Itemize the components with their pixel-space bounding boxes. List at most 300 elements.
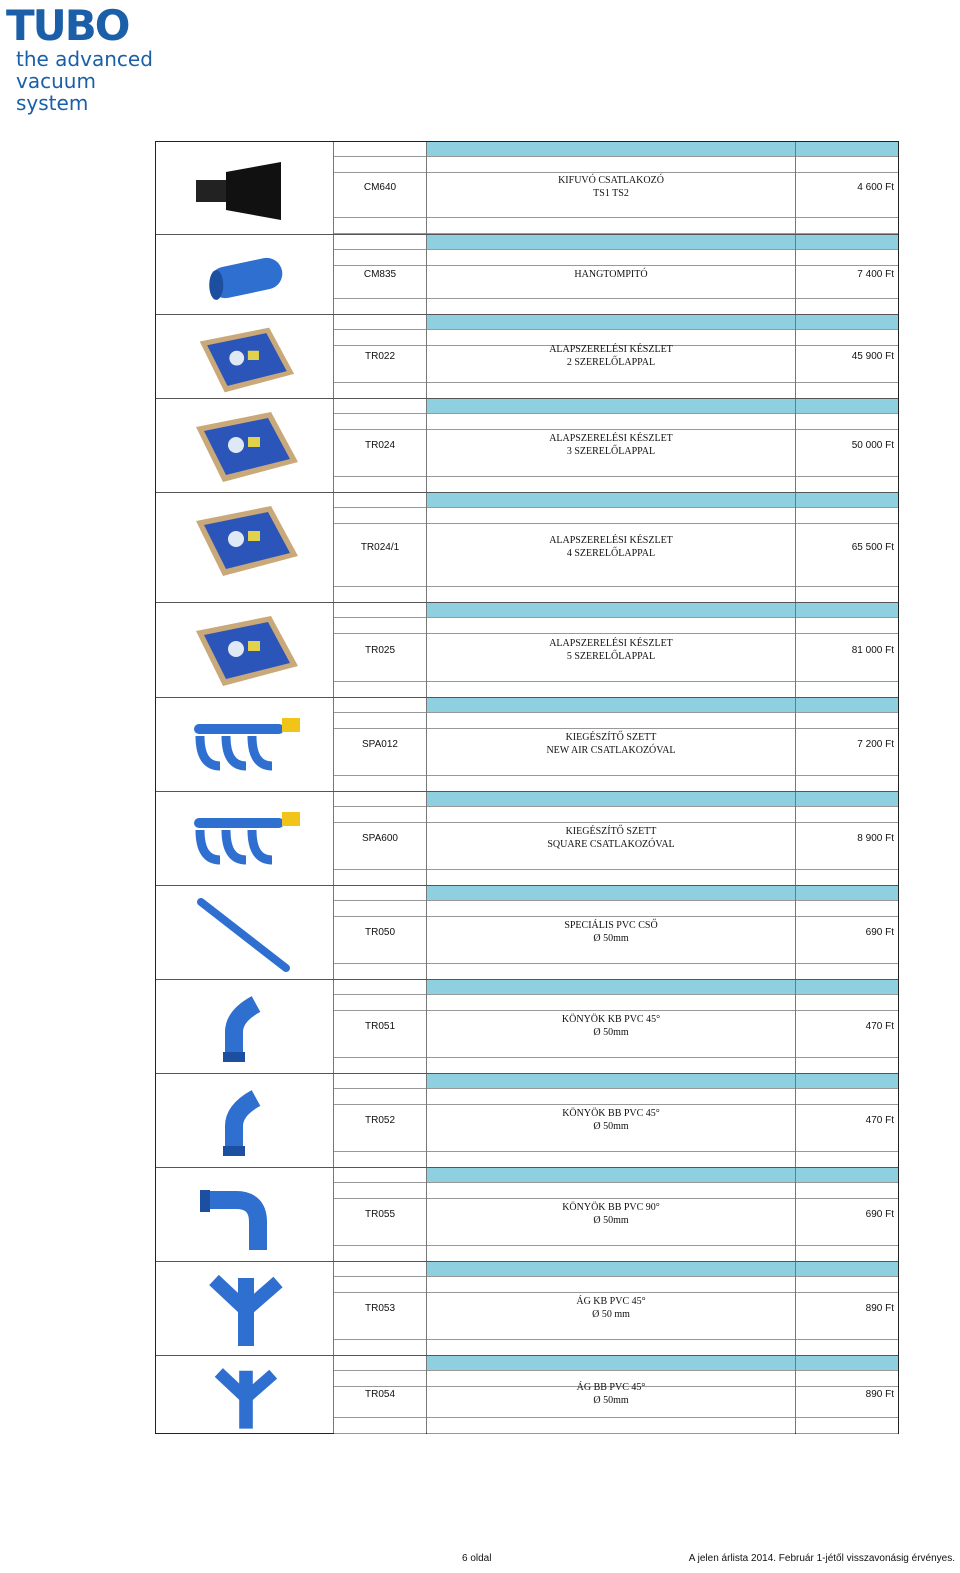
row-band: [427, 1168, 795, 1183]
row-band: [334, 493, 426, 508]
product-name-cell: [427, 603, 796, 697]
row-band: [334, 760, 426, 776]
product-name-line-1: KÖNYÖK BB PVC 90°: [562, 1202, 660, 1213]
product-code-cell: [334, 1168, 427, 1261]
row-band: [334, 1152, 426, 1168]
product-price-cell: [796, 493, 898, 602]
y-branch-icon: [186, 1364, 306, 1437]
page-number: 6 oldal: [462, 1553, 492, 1564]
product-name-line-2: Ø 50 mm: [592, 1309, 630, 1320]
row-band: [334, 1372, 426, 1387]
row-band: [796, 870, 898, 886]
tubo-logo: [6, 1, 166, 115]
row-band: [334, 619, 426, 634]
product-price: 470 Ft: [865, 1115, 894, 1126]
product-image-cell: [156, 1168, 334, 1261]
product-code-cell: [334, 399, 427, 492]
table-row: [156, 1355, 898, 1433]
row-band: [334, 1262, 426, 1277]
product-code: TR024/1: [360, 542, 400, 553]
product-name-line-2: TS1 TS2: [593, 188, 629, 199]
row-band: [427, 1246, 795, 1262]
product-name-line-2: 3 SZERELŐLAPPAL: [566, 446, 656, 457]
row-band: [796, 202, 898, 218]
row-band: [427, 854, 795, 870]
row-band: [334, 714, 426, 729]
row-band: [796, 251, 898, 266]
product-name-line-1: ÁG BB PVC 45°: [576, 1382, 646, 1393]
row-band: [427, 980, 795, 995]
row-band: [796, 218, 898, 234]
row-band: [334, 698, 426, 713]
row-band: [334, 1324, 426, 1340]
nozzle-icon: [186, 150, 306, 235]
row-band: [796, 948, 898, 964]
row-band: [427, 1074, 795, 1089]
row-band: [796, 509, 898, 524]
product-code: TR050: [364, 927, 395, 938]
row-band: [334, 461, 426, 477]
row-band: [427, 315, 795, 330]
row-band: [796, 698, 898, 713]
row-band: [427, 235, 795, 250]
row-band: [427, 142, 795, 157]
product-name-cell: [427, 315, 796, 398]
row-band: [334, 415, 426, 430]
product-name: [427, 534, 795, 560]
row-band: [796, 714, 898, 729]
product-code-cell: [334, 1356, 427, 1433]
product-name: [427, 1013, 795, 1039]
row-band: [796, 477, 898, 493]
product-image-cell: [156, 698, 334, 791]
row-band: [427, 1090, 795, 1105]
product-code: TR055: [364, 1209, 395, 1220]
product-name-line-1: ALAPSZERELÉSI KÉSZLET: [549, 637, 673, 649]
row-band: [334, 682, 426, 698]
product-name-cell: [427, 1262, 796, 1355]
row-band: [427, 477, 795, 493]
row-band: [334, 603, 426, 618]
row-band: [427, 461, 795, 477]
y-branch-icon: [186, 1270, 306, 1355]
row-band: [334, 1168, 426, 1183]
product-price-cell: [796, 315, 898, 398]
row-band: [796, 964, 898, 980]
product-code-cell: [334, 142, 427, 234]
table-row: [156, 1167, 898, 1261]
row-band: [427, 619, 795, 634]
product-price-cell: [796, 1074, 898, 1167]
product-image-cell: [156, 980, 334, 1073]
product-name: [427, 919, 795, 945]
product-name-line-1: ÁG KB PVC 45°: [576, 1296, 646, 1307]
row-band: [334, 399, 426, 414]
row-band: [334, 218, 426, 234]
table-row: [156, 234, 898, 314]
product-image-cell: [156, 886, 334, 979]
product-image-cell: [156, 1262, 334, 1355]
logo-tagline-2: vacuum system: [16, 69, 96, 115]
row-band: [334, 1402, 426, 1418]
row-band: [427, 792, 795, 807]
product-name-line-2: 4 SZERELŐLAPPAL: [566, 548, 656, 559]
product-code: SPA600: [362, 833, 398, 844]
product-name-cell: [427, 792, 796, 885]
row-band: [427, 158, 795, 173]
row-band: [427, 1042, 795, 1058]
product-image-cell: [156, 142, 334, 234]
product-code: TR052: [364, 1115, 395, 1126]
row-band: [427, 509, 795, 524]
product-name-line-1: KÖNYÖK KB PVC 45°: [561, 1014, 661, 1025]
row-band: [796, 666, 898, 682]
product-name-line-1: ALAPSZERELÉSI KÉSZLET: [549, 344, 673, 355]
product-price-cell: [796, 603, 898, 697]
row-band: [334, 251, 426, 266]
table-row: [156, 142, 898, 234]
row-band: [796, 1168, 898, 1183]
price-list-table: [155, 141, 899, 1434]
logo-tagline-1: the advanced: [16, 47, 153, 71]
row-band: [427, 996, 795, 1011]
row-band: [796, 299, 898, 315]
row-band: [427, 1152, 795, 1168]
product-price: 4 600 Ft: [857, 182, 894, 193]
product-code: TR054: [364, 1389, 395, 1400]
kit-box-icon: [186, 501, 306, 586]
row-band: [334, 808, 426, 823]
row-band: [334, 571, 426, 587]
row-band: [796, 367, 898, 383]
table-row: [156, 885, 898, 979]
row-band: [796, 571, 898, 587]
row-band: [796, 399, 898, 414]
kit-box-icon: [186, 407, 306, 492]
product-image-cell: [156, 493, 334, 602]
product-code: SPA012: [362, 739, 398, 750]
product-code: CM640: [363, 182, 397, 193]
product-name-line-2: Ø 50mm: [593, 1215, 629, 1226]
row-band: [427, 1278, 795, 1293]
row-band: [427, 948, 795, 964]
row-band: [796, 142, 898, 157]
product-price-cell: [796, 142, 898, 234]
product-name: [427, 1201, 795, 1227]
row-band: [796, 1402, 898, 1418]
product-price: 45 900 Ft: [851, 351, 894, 362]
product-name-cell: [427, 698, 796, 791]
row-band: [334, 1090, 426, 1105]
row-band: [427, 603, 795, 618]
row-band: [334, 964, 426, 980]
product-name-line-2: Ø 50mm: [593, 1027, 629, 1038]
product-name: [427, 343, 795, 369]
row-band: [427, 902, 795, 917]
row-band: [796, 792, 898, 807]
row-band: [796, 493, 898, 508]
row-band: [796, 1340, 898, 1356]
row-band: [334, 886, 426, 901]
row-band: [334, 1418, 426, 1434]
row-band: [796, 1418, 898, 1434]
row-band: [796, 1262, 898, 1277]
muffler-icon: [186, 243, 306, 318]
product-name-cell: [427, 493, 796, 602]
row-band: [796, 1246, 898, 1262]
row-band: [334, 1074, 426, 1089]
row-band: [427, 493, 795, 508]
row-band: [334, 1246, 426, 1262]
row-band: [796, 619, 898, 634]
product-name-line-2: SQUARE CSATLAKOZÓVAL: [547, 839, 675, 850]
row-band: [796, 886, 898, 901]
table-row: [156, 398, 898, 492]
product-name-line-2: Ø 50mm: [593, 933, 629, 944]
logo-brand: TUBO: [6, 1, 129, 50]
row-band: [334, 367, 426, 383]
product-price-cell: [796, 1356, 898, 1433]
product-name-line-2: 5 SZERELŐLAPPAL: [566, 650, 656, 662]
row-band: [796, 158, 898, 173]
row-band: [796, 808, 898, 823]
product-code-cell: [334, 1074, 427, 1167]
table-row: [156, 791, 898, 885]
row-band: [334, 854, 426, 870]
row-band: [796, 996, 898, 1011]
table-row: [156, 979, 898, 1073]
product-name-line-1: KÖNYÖK BB PVC 45°: [562, 1108, 660, 1119]
row-band: [334, 996, 426, 1011]
row-band: [334, 299, 426, 315]
row-band: [334, 158, 426, 173]
product-name: [427, 432, 795, 458]
product-price-cell: [796, 698, 898, 791]
row-band: [334, 1136, 426, 1152]
row-band: [334, 587, 426, 603]
product-name: [427, 1381, 795, 1407]
product-price-cell: [796, 886, 898, 979]
row-band: [796, 1152, 898, 1168]
row-band: [427, 1340, 795, 1356]
kit-box-icon: [186, 323, 306, 402]
row-band: [427, 251, 795, 266]
row-band: [796, 331, 898, 346]
row-band: [796, 415, 898, 430]
row-band: [427, 1230, 795, 1246]
product-name-line-2: NEW AIR CSATLAKOZÓVAL: [546, 745, 676, 756]
product-name-cell: [427, 1168, 796, 1261]
row-band: [427, 571, 795, 587]
product-image-cell: [156, 1356, 334, 1433]
row-band: [427, 666, 795, 682]
product-name-line-1: KIFUVÓ CSATLAKOZÓ: [558, 175, 664, 186]
row-band: [796, 902, 898, 917]
product-price: 890 Ft: [865, 1303, 894, 1314]
table-row: [156, 492, 898, 602]
row-band: [334, 202, 426, 218]
product-price-cell: [796, 235, 898, 314]
validity-note: A jelen árlista 2014. Február 1-jétől visszavonásig érvényes.: [688, 1553, 955, 1564]
product-name: [427, 825, 795, 851]
product-price: 690 Ft: [865, 927, 894, 938]
product-name-cell: [427, 142, 796, 234]
row-band: [334, 1356, 426, 1371]
product-code: CM835: [363, 269, 397, 280]
row-band: [334, 331, 426, 346]
table-row: [156, 314, 898, 398]
product-price-cell: [796, 1262, 898, 1355]
row-band: [334, 283, 426, 299]
row-band: [427, 964, 795, 980]
row-band: [427, 808, 795, 823]
row-band: [427, 1356, 795, 1371]
product-image-cell: [156, 399, 334, 492]
row-band: [427, 870, 795, 886]
product-name-line-1: SPECIÁLIS PVC CSŐ: [564, 920, 658, 931]
row-band: [427, 776, 795, 792]
row-band: [796, 1278, 898, 1293]
product-name-line-1: KIEGÉSZÍTŐ SZETT: [565, 732, 657, 743]
row-band: [796, 283, 898, 299]
product-name: [427, 1107, 795, 1133]
product-name-line-1: ALAPSZERELÉSI KÉSZLET: [549, 535, 673, 546]
product-name-cell: [427, 1074, 796, 1167]
kit-box-icon: [186, 611, 306, 696]
product-price: 7 200 Ft: [857, 739, 894, 750]
fittings-set-icon: [186, 800, 306, 885]
row-band: [334, 315, 426, 330]
row-band: [427, 682, 795, 698]
row-band: [334, 1230, 426, 1246]
row-band: [427, 415, 795, 430]
row-band: [796, 235, 898, 250]
product-price-cell: [796, 980, 898, 1073]
product-code: TR051: [364, 1021, 395, 1032]
product-name: [427, 731, 795, 757]
row-band: [334, 1278, 426, 1293]
row-band: [796, 1058, 898, 1074]
row-band: [334, 1184, 426, 1199]
row-band: [427, 714, 795, 729]
product-image-cell: [156, 235, 334, 314]
product-price-cell: [796, 792, 898, 885]
row-band: [334, 383, 426, 399]
row-band: [334, 509, 426, 524]
product-name: [427, 174, 795, 200]
product-code-cell: [334, 698, 427, 791]
product-price: 8 900 Ft: [857, 833, 894, 844]
row-band: [427, 383, 795, 399]
product-image-cell: [156, 792, 334, 885]
row-band: [796, 980, 898, 995]
product-price: 50 000 Ft: [851, 440, 894, 451]
product-price: 470 Ft: [865, 1021, 894, 1032]
row-band: [427, 1262, 795, 1277]
product-code: TR053: [364, 1303, 395, 1314]
row-band: [427, 367, 795, 383]
row-band: [427, 587, 795, 603]
row-band: [796, 854, 898, 870]
row-band: [796, 603, 898, 618]
row-band: [334, 870, 426, 886]
product-code-cell: [334, 886, 427, 979]
product-price: 65 500 Ft: [851, 542, 894, 553]
product-name-cell: [427, 235, 796, 314]
row-band: [334, 1058, 426, 1074]
product-price: 81 000 Ft: [851, 644, 894, 656]
row-band: [427, 1184, 795, 1199]
table-row: [156, 1073, 898, 1167]
row-band: [796, 587, 898, 603]
product-name: [427, 1295, 795, 1321]
product-code-cell: [334, 1262, 427, 1355]
row-band: [427, 283, 795, 299]
row-band: [427, 218, 795, 234]
row-band: [427, 202, 795, 218]
product-name-cell: [427, 399, 796, 492]
table-row: [156, 1261, 898, 1355]
product-price: 890 Ft: [865, 1389, 894, 1400]
row-band: [796, 383, 898, 399]
product-price: 690 Ft: [865, 1209, 894, 1220]
row-band: [796, 1136, 898, 1152]
row-band: [796, 1184, 898, 1199]
row-band: [334, 776, 426, 792]
table-row: [156, 697, 898, 791]
product-image-cell: [156, 315, 334, 398]
row-band: [796, 1356, 898, 1371]
row-band: [427, 1418, 795, 1434]
row-band: [427, 1136, 795, 1152]
row-band: [796, 760, 898, 776]
product-code: TR022: [364, 351, 395, 362]
elbow-45-icon: [186, 988, 306, 1073]
row-band: [427, 1058, 795, 1074]
product-name-cell: [427, 1356, 796, 1433]
row-band: [796, 1042, 898, 1058]
row-band: [796, 1090, 898, 1105]
product-name: [427, 268, 795, 281]
product-name: [427, 637, 795, 663]
pipe-icon: [186, 894, 306, 979]
product-price-cell: [796, 1168, 898, 1261]
row-band: [796, 776, 898, 792]
row-band: [796, 461, 898, 477]
product-image-cell: [156, 1074, 334, 1167]
row-band: [334, 666, 426, 682]
row-band: [427, 760, 795, 776]
row-band: [334, 792, 426, 807]
product-code-cell: [334, 315, 427, 398]
product-name-line-2: Ø 50mm: [593, 1121, 629, 1132]
row-band: [334, 948, 426, 964]
fittings-set-icon: [186, 706, 306, 791]
product-name-line-1: ALAPSZERELÉSI KÉSZLET: [549, 433, 673, 444]
product-name-cell: [427, 980, 796, 1073]
product-name-line-2: 2 SZERELŐLAPPAL: [566, 357, 656, 368]
product-code-cell: [334, 792, 427, 885]
product-name-line-1: HANGTOMPITÓ: [574, 269, 648, 280]
row-band: [796, 315, 898, 330]
product-code-cell: [334, 980, 427, 1073]
row-band: [427, 399, 795, 414]
row-band: [427, 299, 795, 315]
product-name-line-1: KIEGÉSZÍTŐ SZETT: [565, 826, 657, 837]
row-band: [796, 1074, 898, 1089]
elbow-90-icon: [186, 1176, 306, 1261]
row-band: [796, 1372, 898, 1387]
